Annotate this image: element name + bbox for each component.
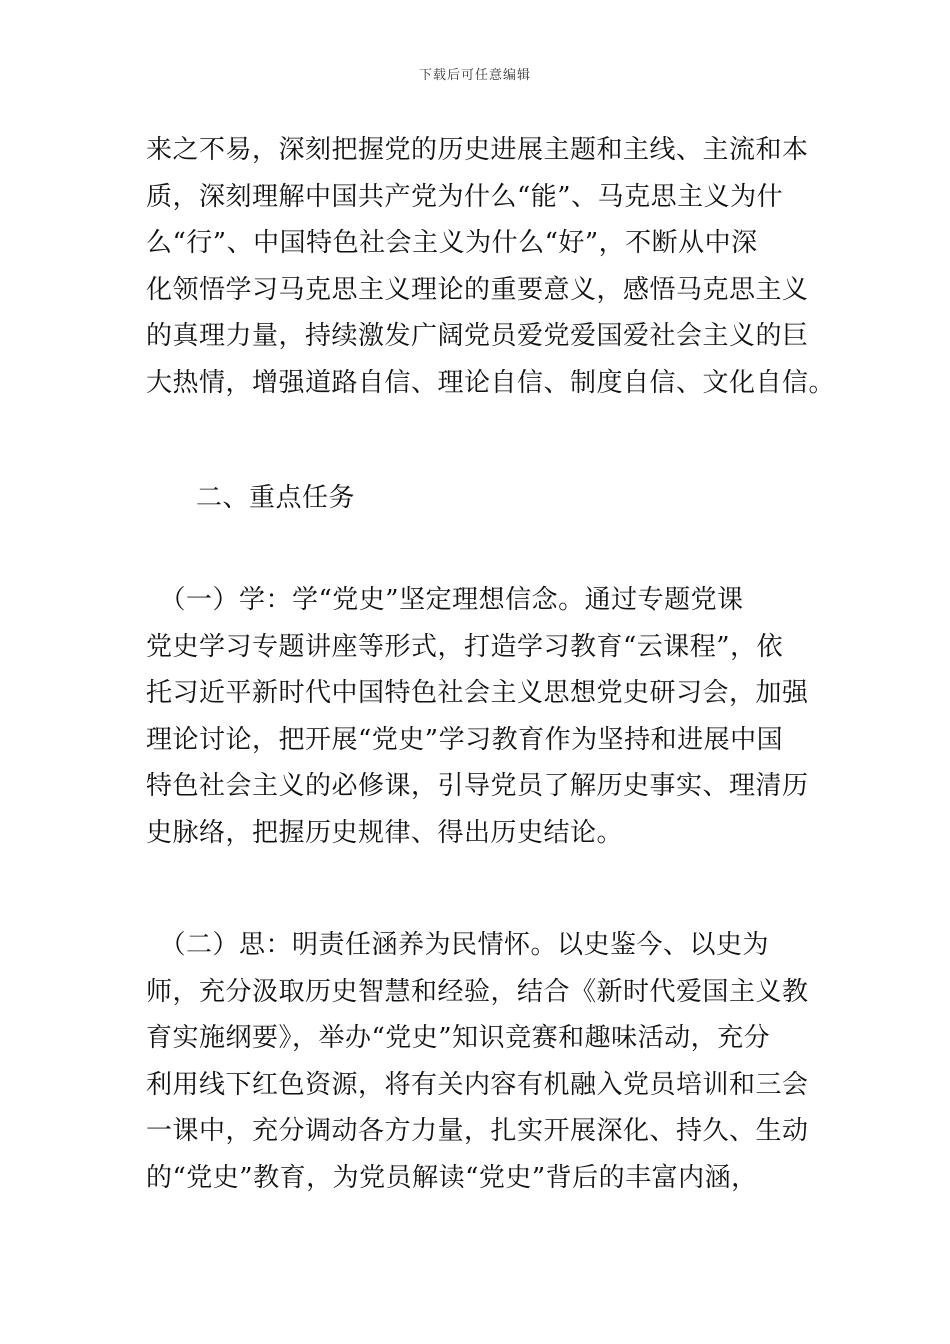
- text-line: 质，深刻理解中国共产党为什么“能”、马克思主义为什: [146, 181, 784, 212]
- section-heading-text: 二、重点任务: [196, 483, 356, 513]
- paragraph-intro: [146, 127, 836, 407]
- text-line: 育实施纲要》，举办“党史”知识竞赛和趣味活动，充分: [146, 1023, 771, 1054]
- text-line: 特色社会主义的必修课，引导党员了解历史事实、理清历: [146, 771, 809, 802]
- text-line: 利用线下红色资源，将有关内容有机融入党员培训和三会: [146, 1069, 809, 1100]
- text-line: （一）学：学“党史”坚定理想信念。通过专题党课: [146, 585, 744, 615]
- text-line: 化领悟学习马克思主义理论的重要意义，感悟马克思主义: [146, 274, 809, 305]
- paragraph-task-2: [146, 922, 816, 1202]
- paragraph-task-1: [146, 577, 816, 857]
- text-line: 大热情，增强道路自信、理论自信、制度自信、文化自信。: [146, 367, 836, 398]
- text-line: 理论讨论，把开展“党史”学习教育作为坚持和进展中国: [146, 724, 784, 755]
- text-line: 一课中，充分调动各方力量，扎实开展深化、持久、生动: [146, 1116, 809, 1147]
- text-line: 的“党史”教育，为党员解读“党史”背后的丰富内涵，: [146, 1162, 758, 1193]
- text-line: 么“行”、中国特色社会主义为什么“好”，不断从中深: [146, 228, 758, 259]
- text-line: 托习近平新时代中国特色社会主义思想党史研习会，加强: [146, 678, 809, 709]
- page-header: 下载后可任意编辑: [418, 68, 531, 83]
- text-line: 来之不易，深刻把握党的历史进展主题和主线、主流和本: [146, 135, 809, 165]
- text-line: 师，充分汲取历史智慧和经验，结合《新时代爱国主义教: [146, 976, 809, 1007]
- text-line: （二）思：明责任涵养为民情怀。以史鉴今、以史为: [146, 930, 770, 960]
- text-line: 史脉络，把握历史规律、得出历史结论。: [146, 817, 624, 848]
- text-line: 党史学习专题讲座等形式，打造学习教育“云课程”，依: [146, 631, 784, 662]
- text-line: 的真理力量，持续激发广阔党员爱党爱国爱社会主义的巨: [146, 321, 809, 352]
- section-heading: [196, 475, 866, 522]
